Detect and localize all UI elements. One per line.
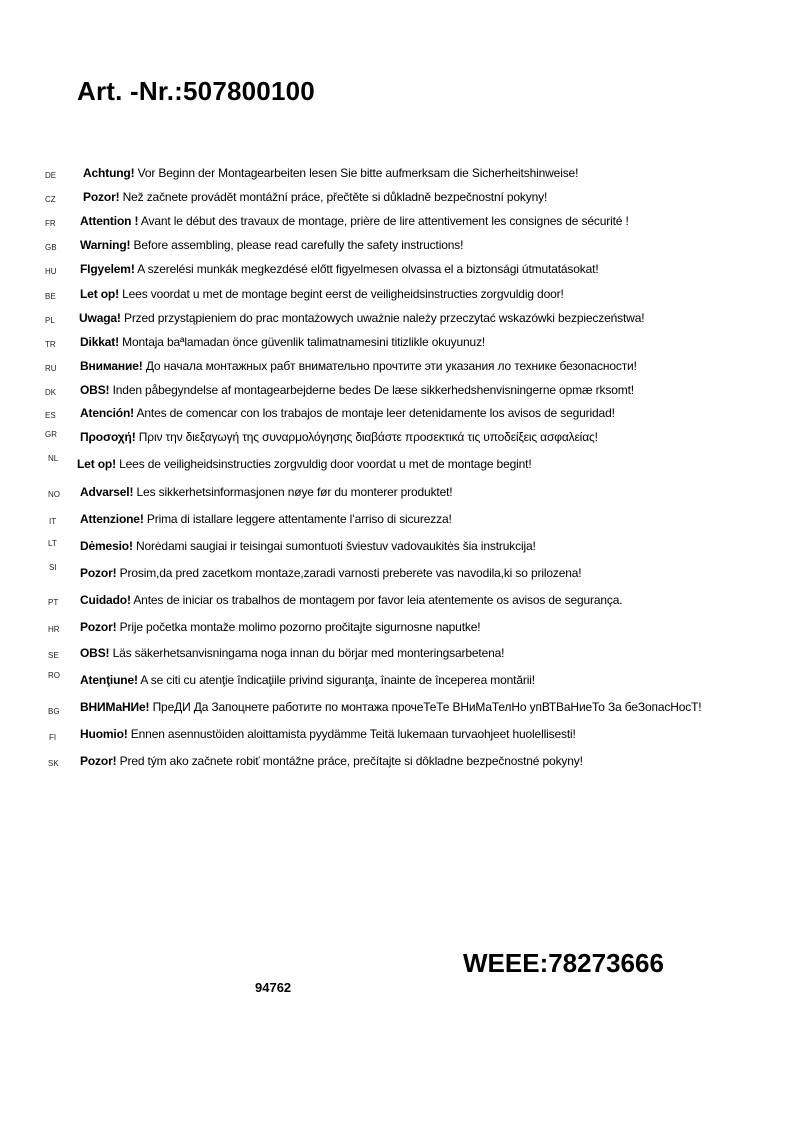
language-code: DE [45,171,57,180]
warning-label: Pozor! [80,754,117,768]
list-item [0,700,802,720]
warning-label: Cuidado! [80,593,131,607]
instruction-text: До начала монтажных рабт внимательно прочтите эти указания ло технике безопасности! [142,359,637,373]
instruction-text: Inden påbegyndelse af montagearbejderne bedes De læse sikkerhedshenvisningerne opmæ rksomt! [109,383,634,397]
warning-label: Dėmesio! [80,539,133,553]
language-code: SE [48,651,59,660]
instruction-text: Prima di istallare leggere attentamente l’arriso di sicurezza! [143,512,452,526]
list-item [0,563,802,586]
instruction-text: Prosim,da pred zacetkom montaze,zaradi varnosti preberete vas navodila,ki so prilozena! [116,566,582,580]
language-code: RU [45,364,57,373]
warning-label: Pozor! [80,620,117,634]
language-code: DK [45,388,57,397]
warning-label: Pozor! [80,566,117,580]
language-code: BG [48,707,60,716]
document-number: 94762 [255,980,292,995]
language-code: GB [45,243,57,252]
instruction-text: Antes de iniciar os trabalhos de montagem por favor leia atentemente os avisos de segurança. [130,593,623,607]
list-item [0,406,802,426]
language-code: BE [45,292,56,301]
language-code: PL [45,316,55,325]
warning-label: Warning! [80,238,131,252]
language-code: RO [48,671,60,680]
warning-label: Advarsel! [80,485,134,499]
language-code: FR [45,219,56,228]
language-code: HU [45,267,57,276]
instruction-text: Avant le début des travaux de montage, prière de lire attentivement les consignes de sécurité ! [138,214,629,228]
instruction-text: Norėdami saugiai ir teisingai sumontuoti šviestuv vadovaukitės šia instrukcija! [132,539,536,553]
instruction-text: Prije početka montaže molimo pozorno pročitajte sigurnosne naputke! [116,620,481,634]
list-item [0,454,802,477]
list-item [0,238,802,258]
instruction-text: A se citi cu atenţie îndicaţiile privind siguranţa, înainte de începerea montării! [137,673,535,687]
list-item [0,430,802,450]
list-item [0,646,802,666]
list-item [0,311,802,331]
instruction-text: Les sikkerhetsinformasjonen nøye før du monterer produktet! [133,485,453,499]
instruction-text: Przed przystąpieniem do prac montażowych uważnie należy przeczytać wskazówki bezpieczeństwa! [120,311,645,325]
warning-label: Atenţiune! [80,673,138,687]
warning-label: Let op! [80,287,119,301]
list-item [0,383,802,403]
instruction-text: Πριν την διεξαγωγή της συναρμολόγησης διαβάστε προσεκτικά τις υποδείξεις ασφαλείας! [135,430,598,444]
warning-label: Attenzione! [80,512,144,526]
list-item [0,335,802,355]
language-code: SI [49,563,57,572]
warning-label: Let op! [77,457,116,471]
language-code: TR [45,340,56,349]
warning-label: Внимание! [80,359,143,373]
language-code: ES [45,411,56,420]
instruction-text: Antes de comencar con los trabajos de montaje leer detenidamente los avisos de seguridad! [133,406,615,420]
instruction-text: A szerelési munkák megkezdésé előtt figyelmesen olvassa el a biztonsági útmutatásokat! [134,262,599,276]
instruction-text: Läs säkerhetsanvisningama noga innan du börjar med monteringsarbetena! [109,646,505,660]
instruction-text: ПреДИ Да Запоцнете работите по монтажа прочеТеТе ВНиМаТелНо упВТВаНиеТо За беЗопасНосТ! [149,700,702,714]
instruction-text: Lees voordat u met de montage begint eerst de veiligheidsinstructies zorgvuldig door! [118,287,564,301]
list-item [0,214,802,234]
warning-label: Uwaga! [79,311,121,325]
instruction-text: Vor Beginn der Montagearbeiten lesen Sie bitte aufmerksam die Sicherheitshinweise! [134,166,579,180]
list-item [0,166,802,186]
warning-label: Achtung! [83,166,135,180]
instruction-text: Pred tým ako začnete robiť montážne práce, prečítajte si dôkladne bezpečnostné pokyny! [116,754,583,768]
language-code: NO [48,490,60,499]
weee-number: WEEE:78273666 [463,948,664,978]
list-item [0,190,802,210]
warning-label: Huomio! [80,727,128,741]
language-code: FI [49,733,57,742]
list-item [0,539,802,559]
instruction-text: Než začnete provádět montážní práce, přečtěte si důkladně bezpečnostní pokyny! [119,190,548,204]
warning-label: Attention ! [80,214,139,228]
instruction-text: Ennen asennustöiden aloittamista pyydämme Teitä lukemaan turvaohjeet huolellisesti! [127,727,576,741]
list-item [0,620,802,640]
list-item [0,673,802,693]
language-code: NL [48,454,59,463]
warning-label: Dikkat! [80,335,119,349]
list-item [0,287,802,307]
language-code: SK [48,759,59,768]
warning-label: FIgyelem! [80,262,135,276]
list-item [0,359,802,379]
language-code: PT [48,598,59,607]
list-item [0,512,802,532]
warning-label: ВНИМаНИе! [80,700,150,714]
warning-label: Προσοχή! [80,430,136,444]
language-code: CZ [45,195,56,204]
instruction-text: Before assembling, please read carefully the safety instructions! [130,238,464,252]
list-item [0,727,802,747]
language-code: GR [45,430,57,439]
list-item [0,485,802,505]
list-item [0,593,802,613]
warning-label: OBS! [80,646,110,660]
warning-label: Pozor! [83,190,120,204]
article-number: Art. -Nr.:507800100 [77,76,315,106]
list-item [0,262,802,282]
language-code: LT [48,539,57,548]
language-code: HR [48,625,60,634]
warning-label: OBS! [80,383,110,397]
instruction-text: Montaja baªlamadan önce güvenlik talimatnamesini titizlikle okuyunuz! [118,335,486,349]
list-item [0,754,802,774]
language-code: IT [49,517,57,526]
warning-label: Atención! [80,406,134,420]
instruction-text: Lees de veiligheidsinstructies zorgvuldig door voordat u met de montage begint! [115,457,532,471]
